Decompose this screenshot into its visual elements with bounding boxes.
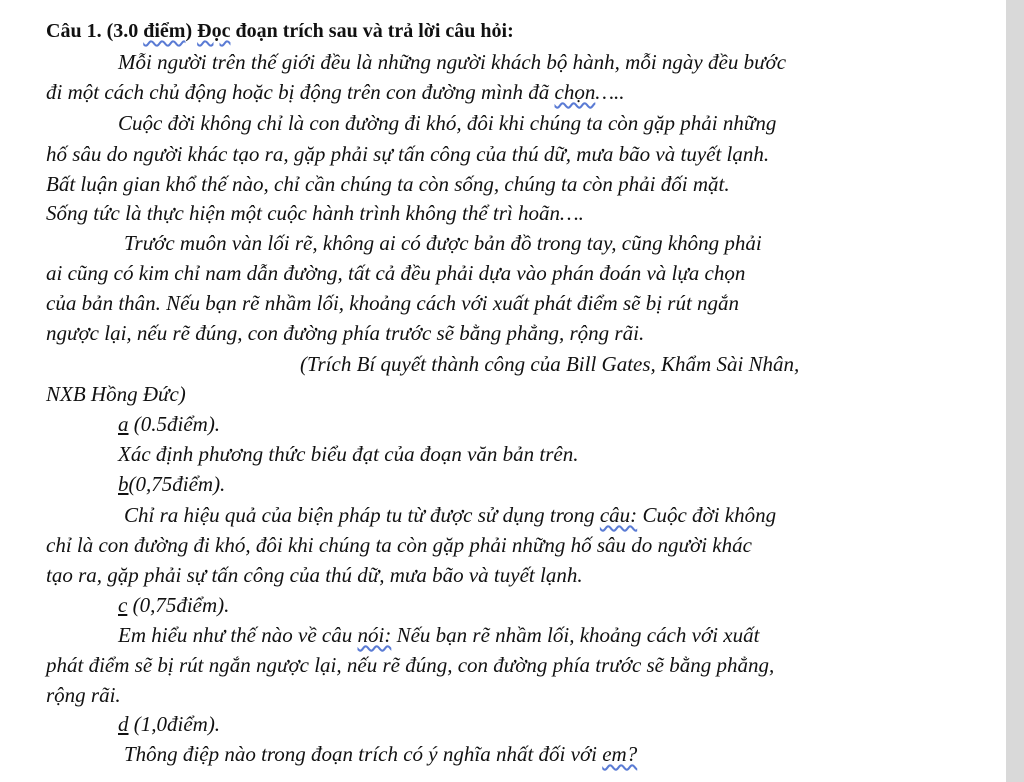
passage-p1-line2-text: đi một cách chủ động hoặc bị động trên con đường mình đã bbox=[46, 80, 555, 104]
part-b-line2: chỉ là con đường đi khó, đôi khi chúng ta còn gặp phải những hố sâu do người khác bbox=[46, 533, 752, 557]
part-a-points: (0.5điểm). bbox=[128, 412, 221, 436]
passage-p1-line2 bbox=[46, 79, 625, 105]
part-b-line1-rest: Cuộc đời không bbox=[637, 503, 777, 527]
part-b-line1 bbox=[124, 502, 776, 528]
part-b-line1-text: Chỉ ra hiệu quả của biện pháp tu từ được sử dụng trong bbox=[124, 503, 600, 527]
source-line2: NXB Hồng Đức) bbox=[46, 382, 186, 406]
passage-p2-line4: Sống tức là thực hiện một cuộc hành trình không thể trì hoãn…. bbox=[46, 201, 584, 225]
part-c-line1-word: nói: bbox=[357, 623, 392, 647]
part-a-heading bbox=[118, 411, 220, 437]
passage-p3-line2: ai cũng có kim chỉ nam dẫn đường, tất cả đều phải dựa vào phán đoán và lựa chọn bbox=[46, 261, 746, 285]
part-d-points: (1,0điểm). bbox=[128, 712, 221, 736]
title-rest: đoạn trích sau và trả lời câu hỏi: bbox=[230, 20, 514, 42]
part-c-letter: c bbox=[118, 593, 128, 617]
part-c-line1 bbox=[118, 622, 759, 648]
part-d-letter: d bbox=[118, 712, 129, 736]
part-b-letter: b bbox=[118, 472, 129, 496]
passage-p2-line3: Bất luận gian khổ thế nào, chỉ cần chúng ta còn sống, chúng ta còn phải đối mặt. bbox=[46, 172, 730, 196]
title-word: Đọc bbox=[197, 20, 231, 42]
part-c-line2: phát điểm sẽ bị rút ngắn ngược lại, nếu rẽ đúng, con đường phía trước sẽ bằng phẳng, bbox=[46, 653, 775, 677]
title-points: điểm bbox=[143, 20, 186, 42]
part-d-line1-text: Thông điệp nào trong đoạn trích có ý nghĩa nhất đối với bbox=[124, 742, 603, 766]
title-prefix: Câu 1. (3.0 bbox=[46, 20, 144, 42]
part-a-letter: a bbox=[118, 412, 129, 436]
part-b-line3: tạo ra, gặp phải sự tấn công của thú dữ, mưa bão và tuyết lạnh. bbox=[46, 563, 583, 587]
part-d-heading bbox=[118, 711, 220, 737]
passage-p3-line3: của bản thân. Nếu bạn rẽ nhầm lối, khoảng cách với xuất phát điểm sẽ bị rút ngắn bbox=[46, 291, 740, 315]
passage-p3-line4: ngược lại, nếu rẽ đúng, con đường phía trước sẽ bằng phẳng, rộng rãi. bbox=[46, 321, 645, 345]
passage-p1-line2-ellipsis: ….. bbox=[595, 80, 625, 104]
passage-p1-line1: Mỗi người trên thế giới đều là những người khách bộ hành, mỗi ngày đều bước bbox=[118, 50, 787, 74]
passage-p2-line1: Cuộc đời không chỉ là con đường đi khó, đôi khi chúng ta còn gặp phải những bbox=[118, 111, 777, 135]
source-line1: (Trích Bí quyết thành công của Bill Gates, Khẩm Sài Nhân, bbox=[300, 352, 800, 376]
part-c-heading bbox=[118, 592, 229, 618]
part-b-heading bbox=[118, 471, 225, 497]
part-c-line1-text: Em hiểu như thế nào về câu bbox=[118, 623, 358, 647]
part-c-points: (0,75điểm). bbox=[127, 593, 230, 617]
part-a-text: Xác định phương thức biểu đạt của đoạn văn bản trên. bbox=[118, 442, 579, 466]
part-b-points: (0,75điểm). bbox=[128, 472, 226, 496]
question-title bbox=[46, 18, 514, 44]
part-c-line3: rộng rãi. bbox=[46, 683, 121, 707]
part-d-line1-word: em? bbox=[602, 742, 638, 766]
passage-p1-line2-word: chọn bbox=[554, 80, 596, 104]
part-c-line1-rest: Nếu bạn rẽ nhầm lối, khoảng cách với xuất bbox=[391, 623, 760, 647]
part-d-line1 bbox=[124, 741, 637, 767]
title-mid: ) bbox=[185, 20, 198, 42]
passage-p3-line1: Trước muôn vàn lối rẽ, không ai có được bản đồ trong tay, cũng không phải bbox=[124, 231, 762, 255]
page-edge-gutter bbox=[1006, 0, 1024, 782]
passage-p2-line2: hố sâu do người khác tạo ra, gặp phải sự tấn công của thú dữ, mưa bão và tuyết lạnh. bbox=[46, 142, 770, 166]
part-b-line1-word: câu: bbox=[599, 503, 638, 527]
